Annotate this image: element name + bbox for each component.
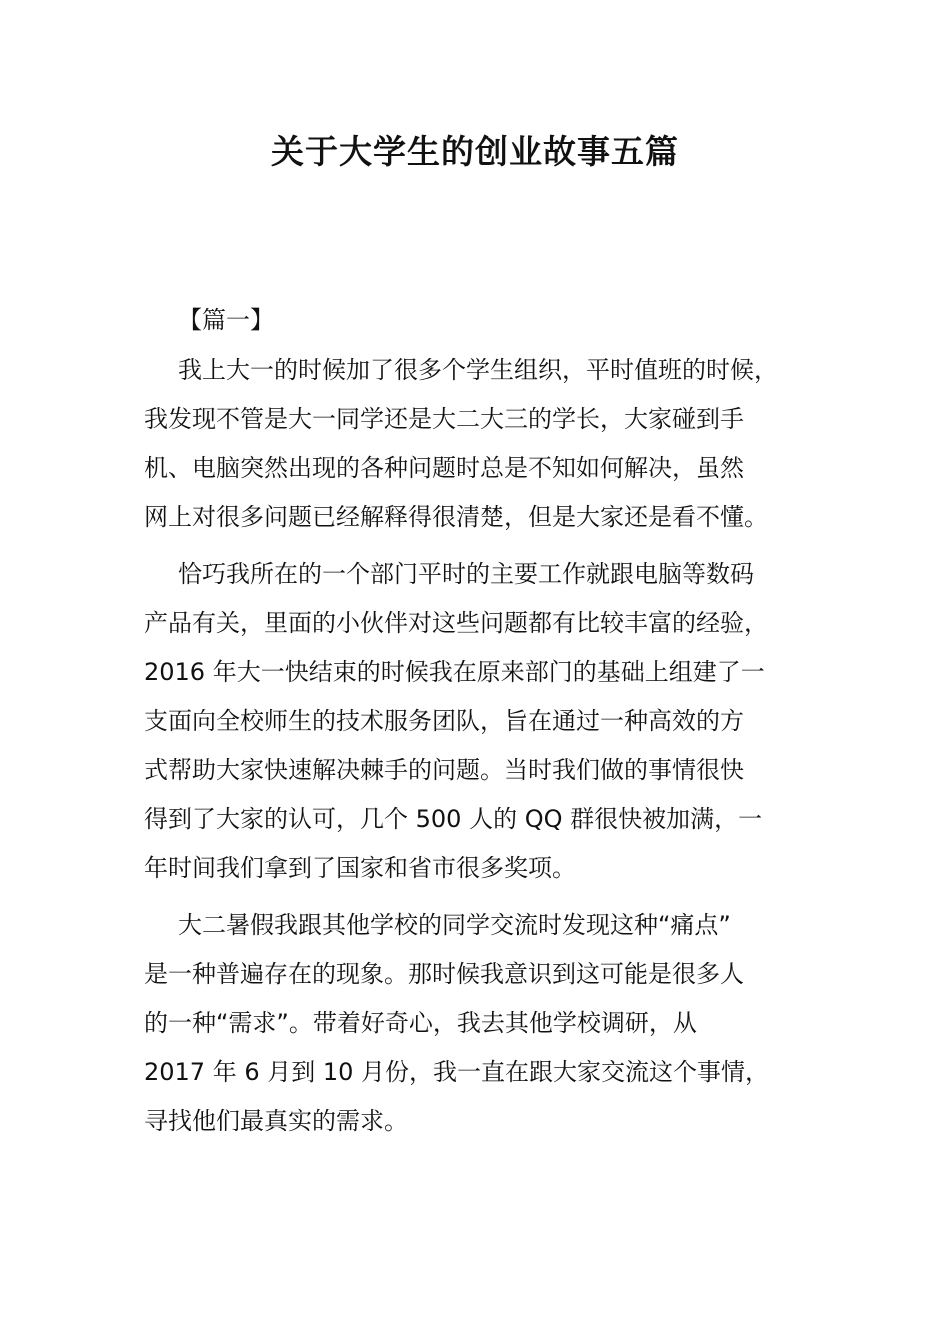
paragraph-line: 恰巧我所在的一个部门平时的主要工作就跟电脑等数码 — [178, 560, 754, 588]
paragraph-line: 支面向全校师生的技术服务团队，旨在通过一种高效的方 — [144, 707, 744, 735]
paragraph-line: 大二暑假我跟其他学校的同学交流时发现这种“痛点” — [178, 911, 731, 939]
paragraph-line: 我发现不管是大一同学还是大二大三的学长，大家碰到手 — [144, 405, 744, 433]
paragraph-line: 寻找他们最真实的需求。 — [144, 1107, 408, 1135]
paragraph-line: 年时间我们拿到了国家和省市很多奖项。 — [144, 854, 576, 882]
paragraph-line: 我上大一的时候加了很多个学生组织，平时值班的时候， — [178, 356, 778, 384]
paragraph-line: 的一种“需求”。带着好奇心，我去其他学校调研，从 — [144, 1009, 697, 1037]
paragraph-2 — [144, 550, 808, 893]
paragraph-line: 2016 年大一快结束的时候我在原来部门的基础上组建了一 — [144, 658, 765, 686]
paragraph-line: 是一种普遍存在的现象。那时候我意识到这可能是很多人 — [144, 960, 744, 988]
paragraph-line: 网上对很多问题已经解释得很清楚，但是大家还是看不懂。 — [144, 503, 768, 531]
paragraph-3 — [144, 901, 808, 1146]
document-title: 关于大学生的创业故事五篇 — [271, 132, 679, 171]
paragraph-1 — [144, 346, 808, 542]
section-heading: 【篇一】 — [178, 306, 274, 334]
paragraph-line: 得到了大家的认可，几个 500 人的 QQ 群很快被加满，一 — [144, 805, 763, 833]
document-body — [144, 300, 808, 1154]
paragraph-line: 式帮助大家快速解决棘手的问题。当时我们做的事情很快 — [144, 756, 744, 784]
paragraph-line: 2017 年 6 月到 10 月份，我一直在跟大家交流这个事情， — [144, 1058, 770, 1086]
paragraph-line: 机、电脑突然出现的各种问题时总是不知如何解决，虽然 — [144, 454, 744, 482]
paragraph-line: 产品有关，里面的小伙伴对这些问题都有比较丰富的经验， — [144, 609, 768, 637]
